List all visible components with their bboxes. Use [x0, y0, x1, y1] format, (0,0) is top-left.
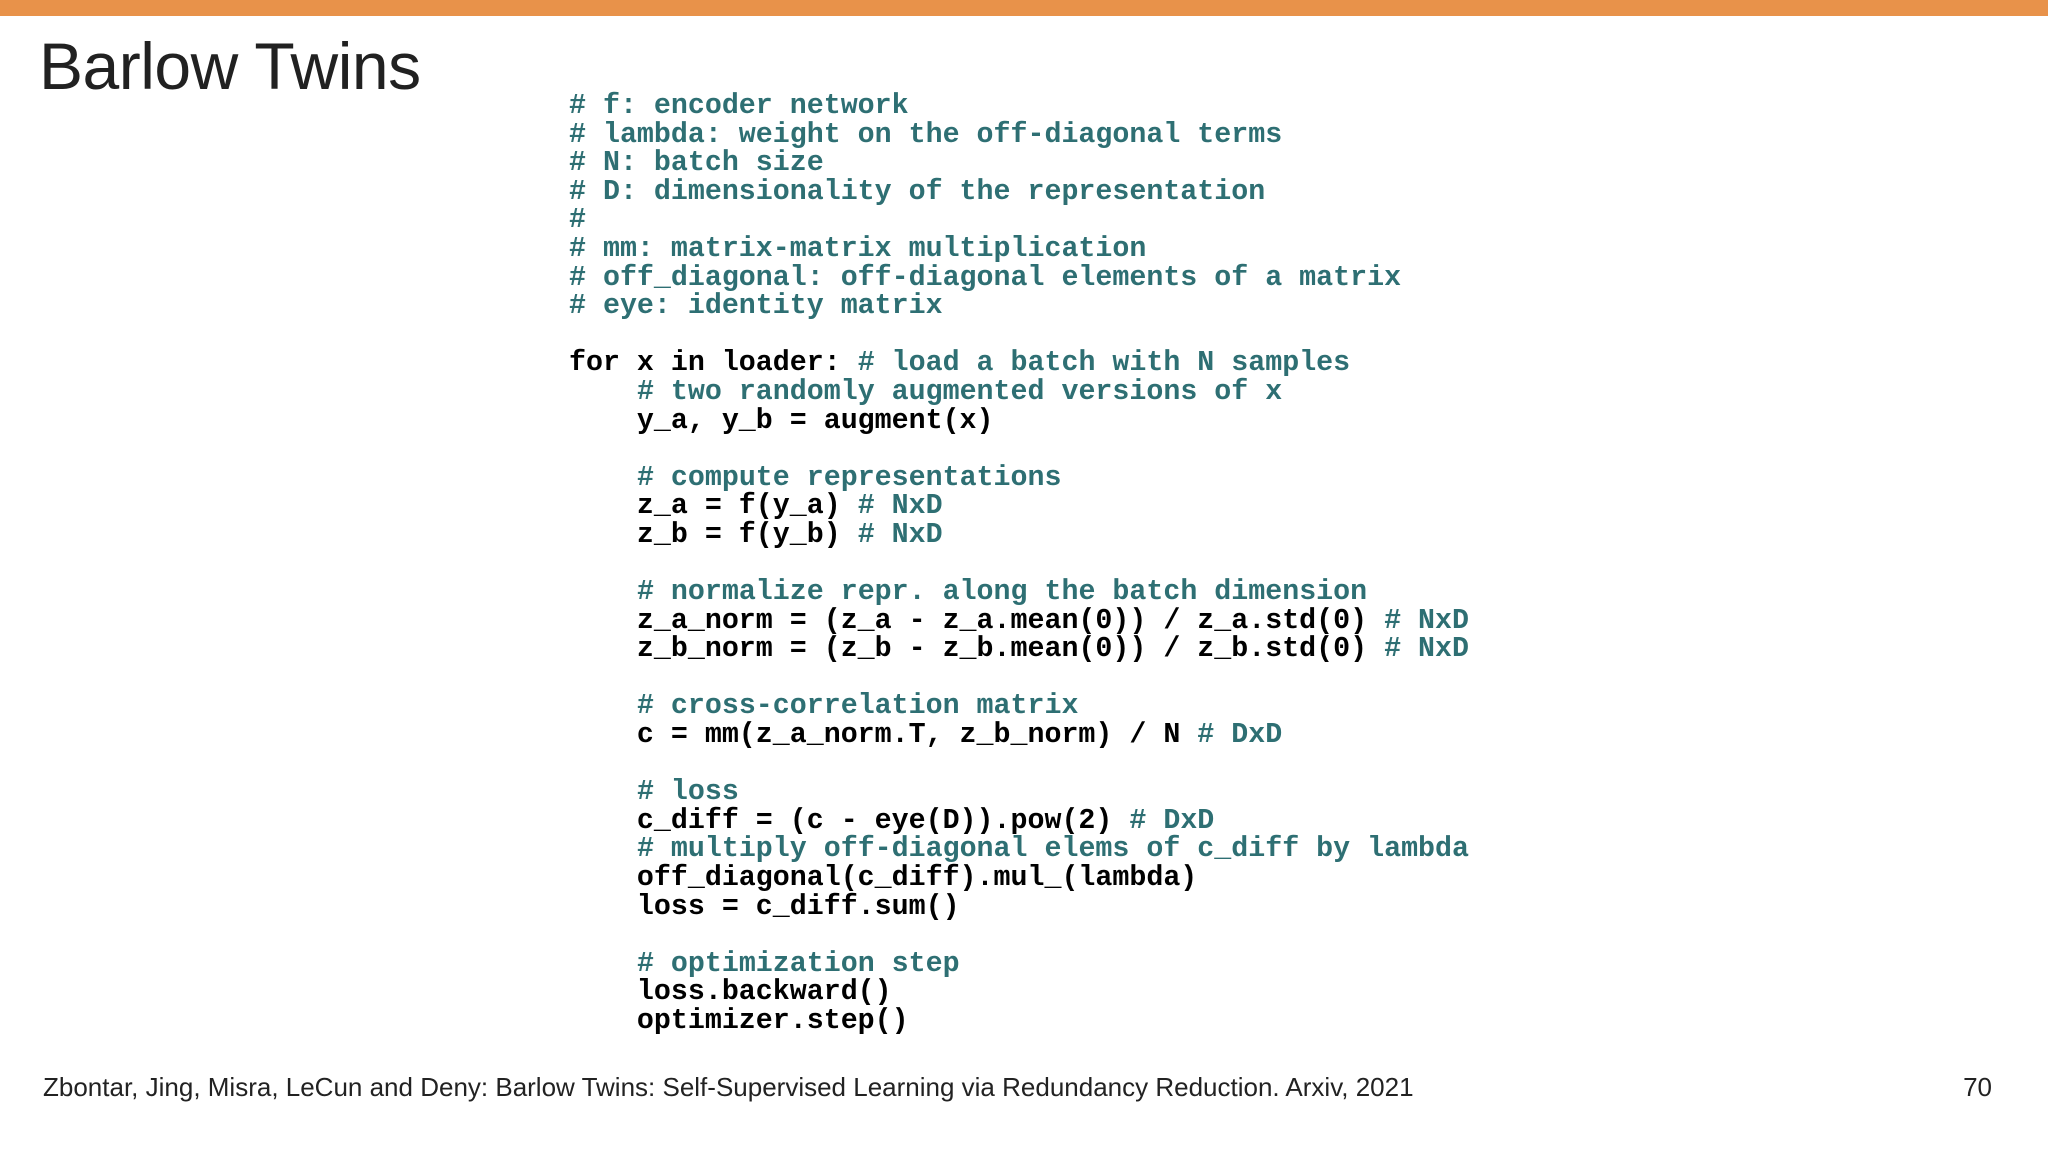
code-line — [569, 692, 1569, 721]
code-comment: # NxD — [857, 518, 943, 551]
code-line — [569, 261, 1569, 294]
code-text: for x in loader: — [569, 347, 858, 380]
code-line — [569, 404, 1569, 437]
code-comment: # NxD — [1384, 633, 1469, 666]
code-text: y_a, y_b = augment(x) — [569, 404, 994, 437]
code-line — [569, 921, 1569, 950]
code-line — [569, 206, 1569, 235]
code-line — [569, 864, 1569, 893]
code-comment: # cross-correlation matrix — [636, 690, 1079, 723]
code-comment: # NxD — [857, 490, 943, 523]
code-text: z_b = f(y_b) — [569, 518, 858, 551]
code-line — [569, 750, 1569, 779]
code-line — [569, 604, 1569, 637]
page-number: 70 — [1963, 1072, 1992, 1102]
code-text: optimizer.step() — [569, 1005, 909, 1037]
code-comment: # f: encoder network — [569, 90, 909, 122]
slide-title: Barlow Twins — [39, 29, 421, 103]
code-comment: # load a batch with N samples — [857, 347, 1351, 380]
code-comment: # two randomly augmented versions of x — [636, 375, 1283, 408]
code-line — [569, 292, 1569, 321]
code-comment: # mm: matrix-matrix multiplication — [569, 232, 1147, 265]
code-comment: # — [569, 204, 586, 237]
code-comment: # lambda: weight on the off-diagonal terms — [569, 118, 1283, 151]
code-text — [569, 576, 637, 608]
top-accent-bar — [0, 0, 2048, 16]
code-comment: # DxD — [1129, 804, 1215, 837]
code-line — [569, 947, 1569, 980]
code-text — [569, 462, 637, 494]
code-line — [569, 175, 1569, 208]
code-comment: # compute representations — [636, 461, 1062, 494]
code-line — [569, 321, 1569, 350]
code-line — [569, 461, 1569, 494]
code-comment: # loss — [636, 776, 739, 809]
code-line — [569, 518, 1569, 551]
code-text — [569, 833, 637, 865]
code-line — [569, 149, 1569, 178]
code-comment: # D: dimensionality of the representation — [569, 175, 1266, 208]
code-line — [569, 232, 1569, 265]
code-text — [569, 376, 637, 408]
code-line — [569, 1007, 1569, 1036]
code-comment: # off_diagonal: off-diagonal elements of a matrix — [569, 261, 1402, 294]
code-line — [569, 978, 1569, 1007]
code-line — [569, 349, 1569, 378]
code-text: loss = c_diff.sum() — [569, 890, 960, 923]
code-text: loss.backward() — [569, 976, 892, 1009]
code-line — [569, 804, 1569, 837]
code-text: z_b_norm = (z_b - z_b.mean(0)) / z_b.std(0) — [569, 633, 1385, 666]
code-comment: # eye: identity matrix — [569, 290, 943, 323]
code-line — [569, 835, 1569, 864]
code-comment: # N: batch size — [569, 147, 824, 180]
code-text: off_diagonal(c_diff).mul_(lambda) — [569, 862, 1198, 895]
code-line — [569, 550, 1569, 579]
code-comment: # normalize repr. along the batch dimension — [636, 576, 1368, 609]
code-text: c = mm(z_a_norm.T, z_b_norm) / N — [569, 719, 1198, 752]
code-comment: # NxD — [1384, 604, 1469, 637]
code-comment: # DxD — [1197, 719, 1283, 752]
code-line — [569, 92, 1569, 121]
citation: Zbontar, Jing, Misra, LeCun and Deny: Barlow Twins: Self-Supervised Learning via Redundancy Reduction. Arxiv, 2021 — [43, 1072, 1414, 1102]
code-comment: # optimization step — [636, 947, 960, 980]
code-line — [569, 375, 1569, 408]
code-line — [569, 778, 1569, 807]
code-text — [569, 948, 637, 980]
code-text — [569, 776, 637, 808]
code-line — [569, 435, 1569, 464]
code-line — [569, 118, 1569, 151]
code-line — [569, 890, 1569, 923]
code-line — [569, 635, 1569, 664]
code-text: z_a = f(y_a) — [569, 490, 858, 523]
code-line — [569, 492, 1569, 521]
code-comment: # multiply off-diagonal elems of c_diff by lambda — [636, 833, 1470, 866]
code-line — [569, 578, 1569, 607]
code-listing — [569, 92, 1569, 1036]
code-text: c_diff = (c - eye(D)).pow(2) — [569, 804, 1130, 837]
code-line — [569, 721, 1569, 750]
code-text: z_a_norm = (z_a - z_a.mean(0)) / z_a.std(0) — [569, 604, 1385, 637]
code-text — [569, 690, 637, 722]
code-line — [569, 664, 1569, 693]
